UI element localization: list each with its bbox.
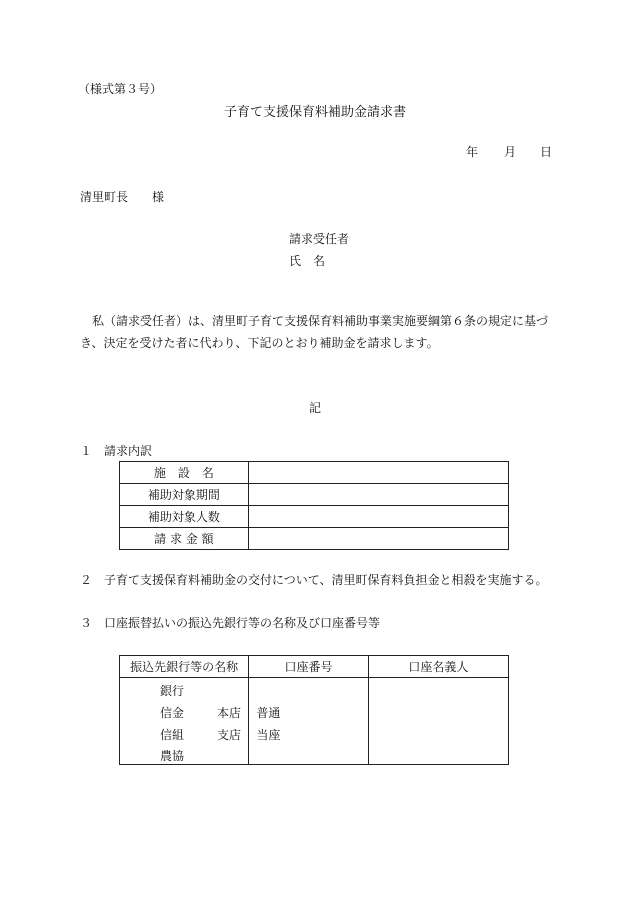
addressee-name: 清里町長 [80, 190, 129, 204]
account-number-header: 口座番号 [249, 656, 368, 678]
table-row [120, 506, 509, 528]
section-3-title: 口座振替払いの振込先銀行等の名称及び口座番号等 [104, 616, 381, 630]
facility-name-field[interactable] [248, 462, 508, 484]
bank-type-nokyo: 農協 [160, 749, 185, 763]
account-type-current: 当座 [256, 728, 281, 742]
section-2-body: 子育て支援保育料補助金の交付について、清里町保育料負担金と相殺を実施する。 [104, 573, 548, 587]
facility-name-label: 施 設 名 [120, 462, 249, 484]
account-number-cell[interactable] [249, 678, 368, 765]
section-1-number: １ [80, 444, 93, 458]
bank-name-header: 振込先銀行等の名称 [120, 656, 249, 678]
date-day-label: 日 [540, 145, 553, 159]
bank-type-shinkin: 信金 [160, 706, 185, 720]
section-2-text [80, 574, 548, 586]
subsidy-period-field[interactable] [248, 484, 508, 506]
branch-type-main: 本店 [217, 706, 242, 720]
section-3-heading [80, 617, 380, 629]
body-text-line-2: き、決定を受けた者に代わり、下記のとおり補助金を請求します。 [80, 336, 439, 350]
bank-type-bank: 銀行 [160, 684, 185, 698]
table-header-row [120, 656, 509, 678]
date-month-label: 月 [504, 145, 517, 159]
section-1-heading [80, 445, 152, 457]
account-type-ordinary: 普通 [256, 706, 281, 720]
claimant-label: 請求受任者 [289, 232, 350, 246]
section-3-number: ３ [80, 616, 93, 630]
bank-type-shinkumi: 信組 [160, 728, 185, 742]
bank-name-cell[interactable] [120, 678, 249, 765]
table-row [120, 484, 509, 506]
section-1-title: 請求内訳 [104, 444, 153, 458]
claimant-name-label: 氏 名 [289, 254, 326, 268]
account-holder-header: 口座名義人 [368, 656, 508, 678]
claim-breakdown-table [119, 461, 509, 550]
table-row [120, 528, 509, 550]
section-2-number: ２ [80, 573, 93, 587]
table-row [120, 462, 509, 484]
addressee-honorific: 様 [152, 190, 165, 204]
subsidy-period-label: 補助対象期間 [120, 484, 249, 506]
body-text-line-1: 私（請求受任者）は、清里町子育て支援保育料補助事業実施要綱第６条の規定に基づ [92, 314, 549, 328]
bank-account-table [119, 655, 509, 765]
form-number: （様式第３号） [78, 82, 163, 96]
account-holder-cell[interactable] [368, 678, 508, 765]
date-year-label: 年 [466, 145, 479, 159]
ki-heading: 記 [308, 401, 321, 415]
claim-amount-label: 請 求 金 額 [120, 528, 249, 550]
subsidy-count-label: 補助対象人数 [120, 506, 249, 528]
document-title: 子育て支援保育料補助金請求書 [223, 105, 406, 120]
subsidy-count-field[interactable] [248, 506, 508, 528]
branch-type-branch: 支店 [217, 728, 242, 742]
claim-amount-field[interactable] [248, 528, 508, 550]
table-row [120, 678, 509, 765]
